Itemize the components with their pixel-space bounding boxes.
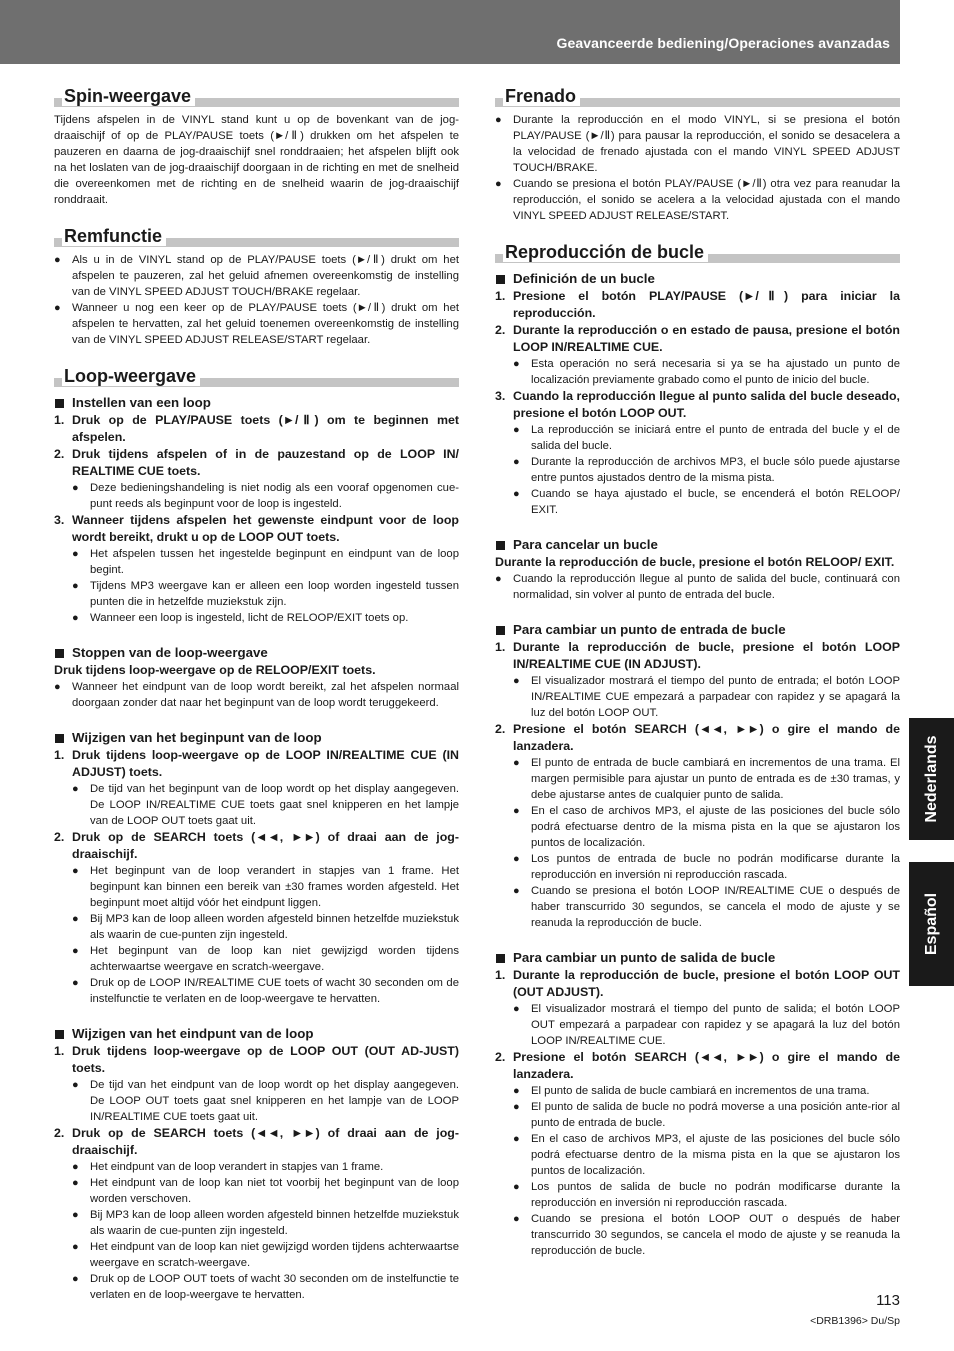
list-item: ● Los puntos de entrada de bucle no podrán modificarse durante la reproducción en inversión ni reproducción rascada.	[495, 851, 900, 883]
step: 1. Druk tijdens loop-weergave op de LOOP IN/REALTIME CUE (IN ADJUST) toets.	[54, 748, 459, 779]
section-title: Loop-weergave	[62, 366, 200, 386]
list-item: ● Als u in de VINYL stand op de PLAY/PAUSE toets (►/Ⅱ) drukt om het afspelen te pauzeren, zal het geluid afnemen overeenkomstig de instelling van de VINYL SPEED ADJUST TOUCH/BRAKE regelaar.	[54, 252, 459, 300]
step: 2. Presione el botón SEARCH (◄◄, ►►) o gire el mando de lanzadera.	[495, 1050, 900, 1081]
list-item: ● Druk op de LOOP IN/REALTIME CUE toets of wacht 30 seconden om de instelfunctie te verlaten en de loop-weergave te hervatten.	[54, 975, 459, 1007]
subsection-title: Para cambiar un punto de salida de bucle	[495, 949, 900, 967]
list-item: ● Cuando se presiona el botón PLAY/PAUSE (►/Ⅱ) otra vez para reanudar la reproducción, el sonido se acelera a la velocidad ajustada con el mando VINYL SPEED ADJUST RELEASE/START.	[495, 176, 900, 224]
step: 2. Druk op de SEARCH toets (◄◄, ►►) of draai aan de jog-draaischijf.	[54, 1126, 459, 1157]
list-item: ● Esta operación no será necesaria si ya se ha ajustado un punto de localización previamente grabado como el punto de inicio del bucle.	[495, 356, 900, 388]
side-tab-nederlands	[909, 718, 954, 840]
list-item: ● Bij MP3 kan de loop alleen worden afgesteld binnen hetzelfde muziekstuk als waarin de cue-punten zijn ingesteld.	[54, 1207, 459, 1239]
side-tab-espanol	[909, 862, 954, 986]
step: 2. Druk tijdens afspelen of in de pauzestand op de LOOP IN/ REALTIME CUE toets.	[54, 447, 459, 478]
list-item: ● En el caso de archivos MP3, el ajuste de las posiciones del bucle sólo podrá efectuarse dentro de la misma pista en la que se ajustaron los puntos de localización.	[495, 803, 900, 851]
page-header-bar	[0, 0, 900, 64]
section-title: Frenado	[503, 86, 580, 106]
step: 2. Durante la reproducción o en estado de pausa, presione el botón LOOP IN/REALTIME CUE.	[495, 323, 900, 354]
section-remfunctie	[54, 226, 459, 348]
list-item: ● La reproducción se iniciará entre el punto de entrada del bucle y el de salida del bucle.	[495, 422, 900, 454]
section-reproduccion-de-bucle	[495, 242, 900, 1259]
right-column	[495, 86, 900, 1277]
list-item: ● Los puntos de salida de bucle no podrán modificarse durante la reproducción en inversión ni reproducción rascada.	[495, 1179, 900, 1211]
list-item: ● Het beginpunt van de loop verandert in stapjes van 1 frame. Het beginpunt kan binnen een bereik van ±30 frames worden afgesteld. Het beginpunt moet altijd vóór het eindpunt liggen.	[54, 863, 459, 911]
list-item: ● El punto de entrada de bucle cambiará en incrementos de una trama. El margen permisible para ajustar un punto de entrada es de ±30 tramas, y debe ajustarse antes de cualquier punto de salida.	[495, 755, 900, 803]
list-item: ● Durante la reproducción de archivos MP3, el bucle sólo puede ajustarse entre puntos ajustados dentro de la misma pista.	[495, 454, 900, 486]
step: 3. Wanneer tijdens afspelen het gewenste eindpunt voor de loop wordt bereikt, drukt u op de LOOP OUT toets.	[54, 513, 459, 544]
step: 1. Durante la reproducción de bucle, presione el botón LOOP IN/REALTIME CUE (IN ADJUST).	[495, 640, 900, 671]
step: 1. Druk tijdens loop-weergave op de LOOP OUT (OUT AD-JUST) toets.	[54, 1044, 459, 1075]
list-item: ● Deze bedieningshandeling is niet nodig als een vooraf opgenomen cue-punt reeds als beginpunt voor de loop is ingesteld.	[54, 480, 459, 512]
section-title: Spin-weergave	[62, 86, 195, 106]
section-frenado	[495, 86, 900, 224]
document-code: <DRB1396> Du/Sp	[810, 1315, 900, 1327]
instruction: Druk tijdens loop-weergave op de RELOOP/EXIT toets.	[54, 663, 376, 677]
list-item: ● Wanneer een loop is ingesteld, licht de RELOOP/EXIT toets op.	[54, 610, 459, 626]
subsection-title: Wijzigen van het beginpunt van de loop	[54, 729, 459, 747]
subsection-title: Stoppen van de loop-weergave	[54, 644, 459, 662]
list-item: ● De tijd van het beginpunt van de loop wordt op het display aangegeven. De LOOP IN/REALTIME CUE toets gaat snel knipperen en het lampje van de LOOP OUT toets gaat uit.	[54, 781, 459, 829]
section-title: Remfunctie	[62, 226, 166, 246]
subsection-title: Wijzigen van het eindpunt van de loop	[54, 1025, 459, 1043]
list-item: ● Druk op de LOOP OUT toets of wacht 30 seconden om de instelfunctie te verlaten en de loop-weergave te hervatten.	[54, 1271, 459, 1303]
list-item: ● Bij MP3 kan de loop alleen worden afgesteld binnen hetzelfde muziekstuk als waarin de cue-punten zijn ingesteld.	[54, 911, 459, 943]
section-title: Reproducción de bucle	[503, 242, 708, 262]
subsection-title: Para cambiar un punto de entrada de bucle	[495, 621, 900, 639]
side-tab-label: Español	[922, 892, 940, 956]
step: 1. Druk op de PLAY/PAUSE toets (►/Ⅱ) om te beginnen met afspelen.	[54, 413, 459, 444]
left-column	[54, 86, 459, 1321]
list-item: ● Cuando se presiona el botón LOOP OUT o después de haber transcurrido 30 segundos, se cancela el modo de ajuste y se reanuda la reproducción de bucle.	[495, 1211, 900, 1259]
list-item: ● Cuando se presiona el botón LOOP IN/REALTIME CUE o después de haber transcurrido 30 segundos, se cancela el modo de ajuste y se reanuda la reproducción de bucle.	[495, 883, 900, 931]
list-item: ● Het beginpunt van de loop kan niet gewijzigd worden tijdens achterwaartse weergave en scratch-weergave.	[54, 943, 459, 975]
step: 1. Durante la reproducción de bucle, presione el botón LOOP OUT (OUT ADJUST).	[495, 968, 900, 999]
page-number: 113	[876, 1292, 900, 1309]
step: 2. Presione el botón SEARCH (◄◄, ►►) o gire el mando de lanzadera.	[495, 722, 900, 753]
list-item: ● De tijd van het eindpunt van de loop wordt op het display aangegeven. De LOOP OUT toets gaat snel knipperen en het lampje van de LOOP IN/REALTIME CUE toets gaat uit.	[54, 1077, 459, 1125]
list-item: ● El visualizador mostrará el tiempo del punto de entrada; el botón LOOP IN/REALTIME CUE empezará a parpadear con rapidez y se apagará la luz del botón LOOP OUT.	[495, 673, 900, 721]
list-item: ● Het eindpunt van de loop kan niet gewijzigd worden tijdens achterwaartse weergave en scratch-weergave.	[54, 1239, 459, 1271]
list-item: ● Tijdens MP3 weergave kan er alleen een loop worden ingesteld tussen punten die in hetzelfde muziekstuk zijn.	[54, 578, 459, 610]
subsection-title: Instellen van een loop	[54, 394, 459, 412]
side-tab-label: Nederlands	[922, 735, 940, 823]
list-item: ● Wanneer u nog een keer op de PLAY/PAUSE toets (►/Ⅱ) drukt om het afspelen te hervatten, zal het geluid toenemen overeenkomstig de instelling van de VINYL SPEED ADJUST RELEASE/START regelaar.	[54, 300, 459, 348]
list-item: ● Cuando se haya ajustado el bucle, se encenderá el botón RELOOP/ EXIT.	[495, 486, 900, 518]
step: 2. Druk op de SEARCH toets (◄◄, ►►) of draai aan de jog-draaischijf.	[54, 830, 459, 861]
step: 3. Cuando la reproducción llegue al punto salida del bucle deseado, presione el botón LOOP OUT.	[495, 389, 900, 420]
list-item: ● Cuando la reproducción llegue al punto de salida del bucle, continuará con normalidad, sin volver al punto de entrada del bucle.	[495, 571, 900, 603]
header-title: Geavanceerde bediening/Operaciones avanzadas	[556, 35, 890, 51]
step: 1. Presione el botón PLAY/PAUSE (►/Ⅱ) para iniciar la reproducción.	[495, 289, 900, 320]
list-item: ● Het afspelen tussen het ingestelde beginpunt en eindpunt van de loop begint.	[54, 546, 459, 578]
list-item: ● El punto de salida de bucle no podrá moverse a una posición ante-rior al punto de entrada de bucle.	[495, 1099, 900, 1131]
subsection-title: Definición de un bucle	[495, 270, 900, 288]
list-item: ● El punto de salida de bucle cambiará en incrementos de una trama.	[495, 1083, 900, 1099]
instruction: Durante la reproducción de bucle, presione el botón RELOOP/ EXIT.	[495, 555, 895, 569]
list-item: ● El visualizador mostrará el tiempo del punto de salida; el botón LOOP OUT empezará a parpadear con rapidez y se apagará la luz del botón LOOP IN/REALTIME CUE.	[495, 1001, 900, 1049]
list-item: ● Wanneer het eindpunt van de loop wordt bereikt, zal het afspelen normaal doorgaan zonder dat naar het beginpunt van de loop wordt teruggekeerd.	[54, 679, 459, 711]
subsection-title: Para cancelar un bucle	[495, 536, 900, 554]
section-loop-weergave	[54, 366, 459, 1303]
list-item: ● Het eindpunt van de loop kan niet tot voorbij het beginpunt van de loop worden verschoven.	[54, 1175, 459, 1207]
list-item: ● Durante la reproducción en el modo VINYL, si se presiona el botón PLAY/PAUSE (►/Ⅱ) para pausar la reproducción, el sonido se desacelera a la velocidad de frenado ajustada con el mando VINYL SPEED ADJUST TOUCH/BRAKE.	[495, 112, 900, 176]
list-item: ● En el caso de archivos MP3, el ajuste de las posiciones del bucle sólo podrá efectuarse dentro de la misma pista en la que se ajustaron los puntos de localización.	[495, 1131, 900, 1179]
section-spin-weergave	[54, 86, 459, 208]
list-item: ● Het eindpunt van de loop verandert in stapjes van 1 frame.	[54, 1159, 459, 1175]
paragraph: Tijdens afspelen in de VINYL stand kunt u op de bovenkant van de jog-draaischijf of op de PLAY/PAUSE toets (►/Ⅱ) drukken om het afspelen te pauzeren en daarna de jog-draaischijf snel ronddraaien; het afspelen blijft ook na het loslaten van de jog-draaischijf doorgaan in de richting en met de snelheid die overeenkomen met de richting en de snelheid waarin de jog-draaischijf ronddraait.	[54, 114, 459, 206]
